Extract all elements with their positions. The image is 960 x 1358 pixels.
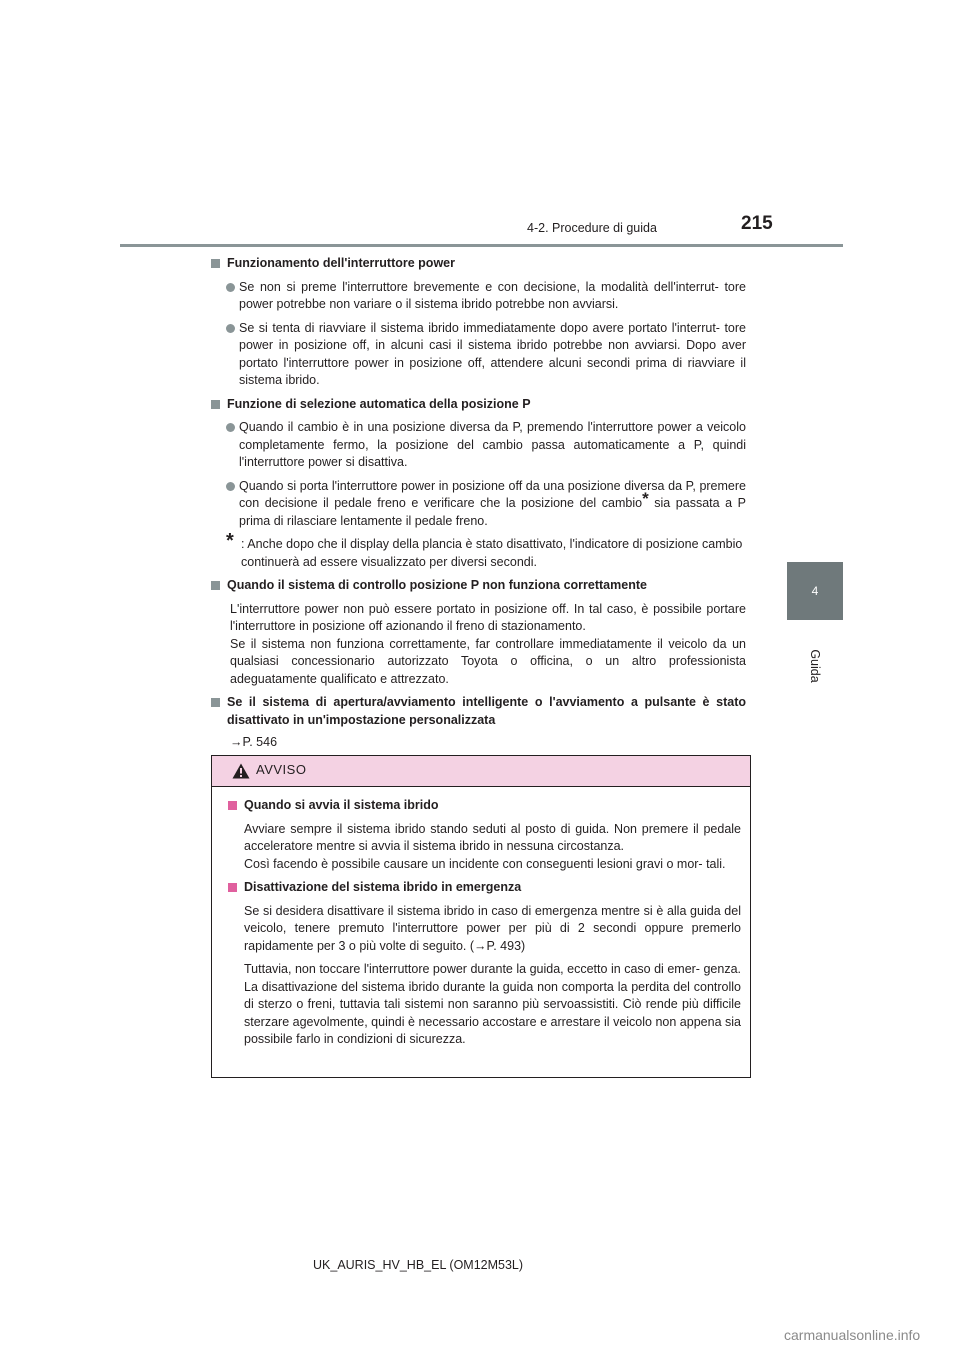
warning-heading-text: Disattivazione del sistema ibrido in emergenza [244, 880, 522, 894]
square-bullet-icon [211, 581, 220, 590]
footnote-star: * [226, 530, 234, 552]
header-divider [120, 244, 843, 247]
section-heading-text: Funzionamento dell'interruttore power [227, 256, 455, 270]
square-bullet-icon [211, 698, 220, 707]
chapter-tab: 4 [787, 562, 843, 620]
footnote [211, 530, 746, 571]
warning-paragraph: Se si desidera disattivare il sistema ibrido in caso di emergenza mentre si è alla guida del veicolo, tenere premuto l'interruttore power per più di 2 secondi oppure premerlo rapidamente per 3 o più volte di seguito. (→P. 493) [244, 903, 741, 953]
square-bullet-icon [228, 801, 237, 810]
section-heading-text: Funzione di selezione automatica della posizione P [227, 396, 531, 411]
section-heading-text: Quando il sistema di controllo posizione P non funziona correttamente [227, 578, 647, 592]
warning-header [212, 756, 750, 787]
warning-heading-text: Quando si avvia il sistema ibrido [244, 798, 439, 812]
warning-paragraph: Così facendo è possibile causare un incidente con conseguenti lesioni gravi o mor- tali. [244, 856, 726, 871]
list-item [211, 419, 746, 472]
chapter-tab-label [807, 641, 823, 691]
chapter-tab-label-text: Guida [808, 649, 822, 683]
circle-bullet-icon [226, 482, 235, 491]
warning-body [212, 787, 750, 1049]
square-bullet-icon [211, 400, 220, 409]
warning-title: AVVISO [256, 762, 307, 777]
warning-paragraph: Tuttavia, non toccare l'interruttore power durante la guida, eccetto in caso di emer- genza. La disattivazione del sistema ibrido durante la guida non comporta la perdita del controllo di sterzo o freni, tuttavia tali sistemi non saranno più servoassistiti. Ciò rende più difficile sterzare agevolmente, quindi è necessario accostare e arrestare il veicolo non appena sia possibile farlo in condizioni di sicurezza. [244, 962, 741, 1046]
footnote-text: : Anche dopo che il display della plancia è stato disattivato, l'indicatore di posizione cambio continuerà ad essere visualizzato per diversi secondi. [241, 537, 743, 569]
list-item-text: sia passata a P prima di rilasciare lentamente il pedale freno. [239, 496, 746, 528]
list-item [211, 279, 746, 314]
warning-triangle-icon [232, 763, 250, 779]
section-heading [211, 694, 746, 729]
footer-document-code: UK_AURIS_HV_HB_EL (OM12M53L) [313, 1258, 524, 1272]
warning-paragraph: Avviare sempre il sistema ibrido stando seduti al posto di guida. Non premere il pedale acceleratore mentre si avvia il sistema ibrido in nessuna circostanza. [244, 821, 741, 853]
list-item-text: Quando il cambio è in una posizione diversa da P, premendo l'interruttore power a veicolo completamente fermo, la posizione del cambio passa automaticamente a P, quindi l'interruttore power si disattiva. [239, 420, 746, 469]
section-heading [211, 396, 746, 414]
paragraph: Se il sistema non funziona correttamente, far controllare immediatamente il veicolo da un qualsiasi concessionario autorizzato Toyota o officina, o un altro professionista adeguatamente qualificato e attrezzato. [230, 636, 746, 686]
section-heading [211, 255, 746, 273]
circle-bullet-icon [226, 324, 235, 333]
header-section-title: 4-2. Procedure di guida [527, 221, 657, 235]
warning-heading [228, 879, 741, 897]
watermark: carmanualsonline.info [784, 1327, 921, 1343]
square-bullet-icon [211, 259, 220, 268]
square-bullet-icon [228, 883, 237, 892]
paragraph: L'interruttore power non può essere portato in posizione off. In tal caso, è possibile portare l'interruttore in posizione off azionando il freno di stazionamento. [230, 601, 746, 633]
page-number: 215 [741, 213, 773, 234]
section-heading-text: Se il sistema di apertura/avviamento intelligente o l'avviamento a pulsante è stato disattivato in un'impostazione personalizzata [227, 695, 746, 727]
section-heading [211, 577, 746, 595]
list-item [211, 478, 746, 531]
list-item-text: Quando si porta l'interruttore power in posizione off da una posizione diversa da P, premere con decisione il pedale freno e verificare che la posizione del cambio [239, 478, 746, 510]
list-item-text: Se si tenta di riavviare il sistema ibrido immediatamente dopo avere portato l'interrut- tore power in posizione off, in alcuni casi il sistema ibrido potrebbe non avviarsi. Dopo aver portato l'interruttore power in posizione off, attendere alcuni secondi prima di riavviare il sistema ibrido. [239, 320, 746, 387]
warning-heading [228, 797, 741, 815]
circle-bullet-icon [226, 283, 235, 292]
list-item-text: Se non si preme l'interruttore brevemente e con decisione, la modalità dell'interrut- tore power potrebbe non variare o il sistema ibrido potrebbe non avviarsi. [239, 279, 746, 311]
list-item [211, 320, 746, 390]
main-content [211, 255, 746, 752]
page-reference: →P. 546 [230, 735, 278, 749]
circle-bullet-icon [226, 423, 235, 432]
footnote-marker: * [642, 488, 649, 508]
warning-box [211, 755, 751, 1078]
